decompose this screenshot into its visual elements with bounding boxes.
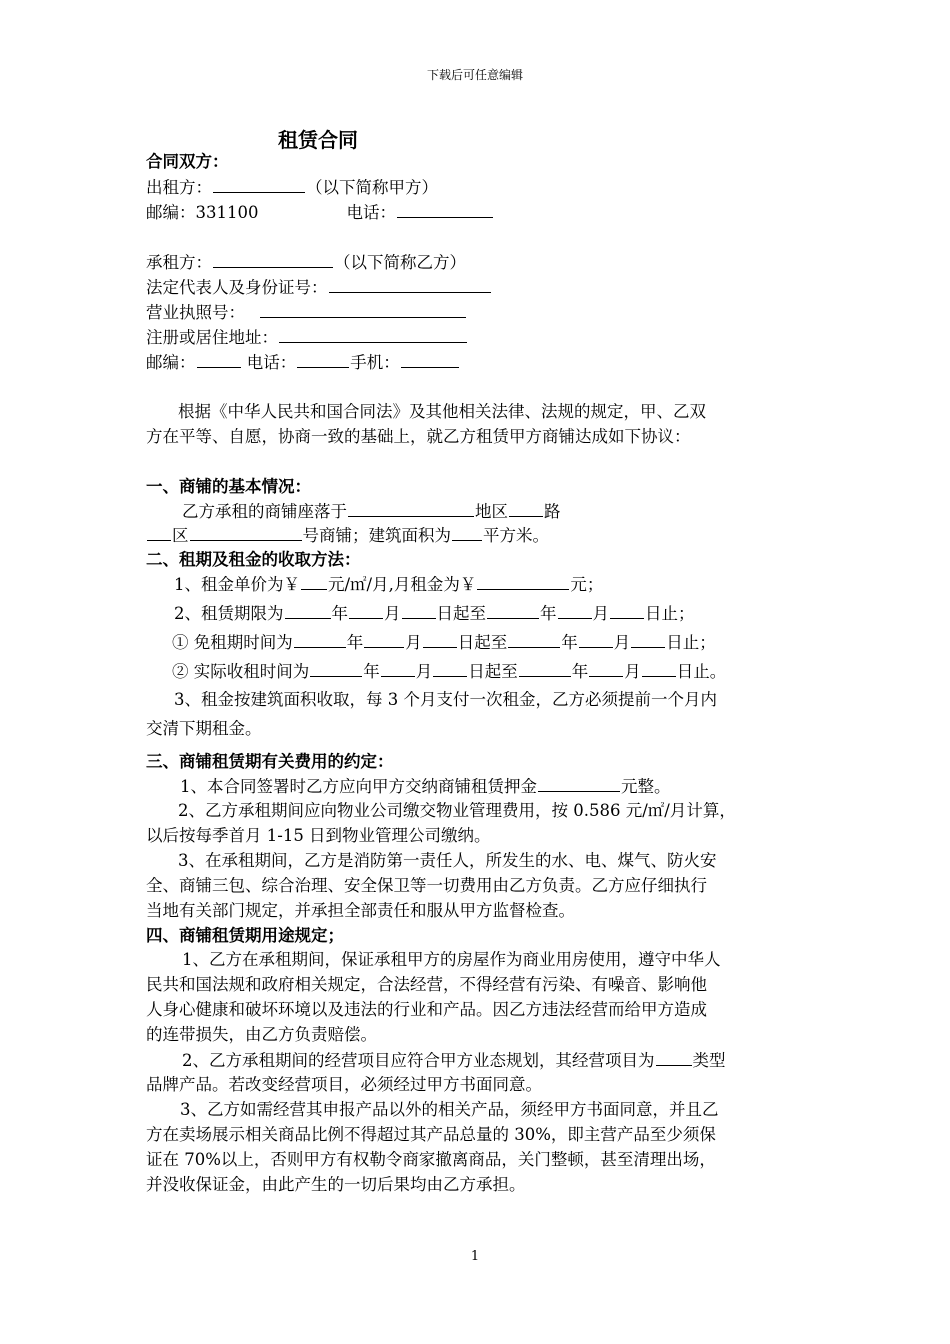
lessor-suffix: （以下简称甲方） bbox=[306, 178, 438, 197]
usage-p1-line-4: 的连带损失，由乙方负责赔偿。 bbox=[146, 1025, 377, 1044]
usage-p1-line-2: 民共和国法规和政府相关规定，合法经营，不得经营有污染、有噪音、影响他 bbox=[146, 975, 707, 994]
month-label: 月 bbox=[592, 604, 609, 623]
lease-term-line bbox=[174, 602, 695, 625]
zone-blank[interactable] bbox=[147, 524, 171, 541]
month-label: 月 bbox=[613, 633, 631, 652]
rent-yuan: 元； bbox=[570, 575, 604, 594]
lessor-contact-line bbox=[146, 201, 494, 224]
deposit-unit: 元整。 bbox=[621, 777, 671, 796]
year-label: 年 bbox=[561, 633, 578, 652]
deposit-line bbox=[180, 775, 671, 798]
deposit-label: 1、本合同签署时乙方应向甲方交纳商铺租赁押金 bbox=[180, 777, 537, 796]
road-label: 路 bbox=[544, 502, 561, 521]
year-label: 年 bbox=[331, 604, 348, 623]
section1-heading: 一、商铺的基本情况： bbox=[146, 477, 311, 496]
usage-p3-line-3: 证在 70%以上，否则甲方有权勒令商家撤离商品，关门整顿，甚至清理出场， bbox=[146, 1150, 716, 1169]
usage-p3-line-4: 并没收保证金，由此产生的一切后果均由乙方承担。 bbox=[146, 1175, 526, 1194]
lessor-postcode: 邮编：331100 bbox=[146, 203, 259, 222]
rent-line bbox=[174, 573, 603, 596]
lessor-label: 出租方： bbox=[146, 178, 212, 197]
section4-heading: 四、商铺租赁期用途规定； bbox=[146, 926, 344, 945]
license-label: 营业执照号： bbox=[146, 303, 245, 322]
business-type-blank[interactable] bbox=[656, 1049, 692, 1066]
day-from-label: 日起至 bbox=[436, 604, 486, 623]
date-blank[interactable] bbox=[433, 660, 467, 677]
area-blank[interactable] bbox=[452, 524, 482, 541]
month-label: 月 bbox=[405, 633, 422, 652]
intro-line-1: 根据《中华人民共和国合同法》及其他相关法律、法规的规定，甲、乙双 bbox=[178, 402, 706, 421]
lessee-line bbox=[146, 251, 466, 274]
day-from-label: 日起至 bbox=[457, 633, 508, 652]
lessor-phone-label: 电话： bbox=[346, 203, 396, 222]
usage-p3-line-2: 方在卖场展示相关商品比例不得超过其产品总量的 30%，即主营产品至少须保 bbox=[146, 1125, 716, 1144]
fire-safety-line-1: 3、在承租期间，乙方是消防第一责任人，所发生的水、电、煤气、防火安 bbox=[178, 851, 717, 870]
lessor-phone-blank[interactable] bbox=[397, 201, 493, 218]
date-blank[interactable] bbox=[381, 660, 415, 677]
date-blank[interactable] bbox=[423, 631, 457, 648]
business-type-label: 类型 bbox=[692, 1051, 726, 1070]
date-blank[interactable] bbox=[294, 631, 346, 648]
date-blank[interactable] bbox=[487, 602, 539, 619]
date-blank[interactable] bbox=[519, 660, 571, 677]
lessee-postcode-label: 邮编： bbox=[146, 353, 196, 372]
page-header: 下载后可任意编辑 bbox=[426, 68, 523, 82]
date-blank[interactable] bbox=[642, 660, 676, 677]
lessor-line bbox=[146, 176, 438, 199]
monthly-rent-label: 元/㎡/月,月租金为￥ bbox=[328, 575, 477, 594]
section1-location-line bbox=[182, 500, 561, 523]
month-label: 月 bbox=[384, 604, 401, 623]
zone-label: 区 bbox=[172, 526, 189, 545]
rent-unit-label: 1、租金单价为￥ bbox=[174, 575, 300, 594]
date-blank[interactable] bbox=[285, 602, 331, 619]
location-label: 乙方承租的商铺座落于 bbox=[182, 502, 347, 521]
payment-line-1: 3、租金按建筑面积收取，每 3 个月支付一次租金，乙方必须提前一个月内 bbox=[174, 690, 717, 709]
month-label: 月 bbox=[415, 662, 433, 681]
year-label: 年 bbox=[540, 604, 557, 623]
section2-heading: 二、租期及租金的收取方法： bbox=[146, 550, 361, 569]
intro-line-2: 方在平等、自愿，协商一致的基础上，就乙方租赁甲方商铺达成如下协议： bbox=[146, 427, 691, 446]
monthly-rent-blank[interactable] bbox=[477, 573, 569, 590]
lessee-contact-line bbox=[146, 351, 460, 374]
date-blank[interactable] bbox=[310, 660, 362, 677]
lessee-phone-label: 电话： bbox=[246, 353, 297, 372]
lessee-phone-blank[interactable] bbox=[297, 351, 349, 368]
lessee-mobile-label: 手机： bbox=[350, 353, 400, 372]
area-label: 号商铺；建筑面积为 bbox=[302, 526, 451, 545]
section1-area-line bbox=[146, 524, 549, 547]
date-blank[interactable] bbox=[349, 602, 383, 619]
address-blank[interactable] bbox=[279, 326, 467, 343]
location-blank[interactable] bbox=[348, 500, 474, 517]
lessee-postcode-blank[interactable] bbox=[197, 351, 241, 368]
actual-period-label: ② 实际收租时间为 bbox=[172, 662, 310, 681]
free-period-label: ① 免租期时间为 bbox=[172, 633, 293, 652]
legal-rep-blank[interactable] bbox=[329, 276, 491, 293]
address-line bbox=[146, 326, 468, 349]
mgmt-fee-line-1: 2、乙方承租期间应向物业公司缴交物业管理费用，按 0.586 元/㎡/月计算， bbox=[178, 801, 736, 820]
day-from-label: 日起至 bbox=[468, 662, 518, 681]
lessee-label: 承租方： bbox=[146, 253, 212, 272]
document-title: 租赁合同 bbox=[278, 128, 358, 152]
date-blank[interactable] bbox=[402, 602, 436, 619]
date-blank[interactable] bbox=[364, 631, 404, 648]
rent-unit-blank[interactable] bbox=[301, 573, 327, 590]
day-end-label: 日止。 bbox=[676, 662, 727, 681]
fire-safety-line-2: 全、商铺三包、综合治理、安全保卫等一切费用由乙方负责。乙方应仔细执行 bbox=[146, 876, 707, 895]
day-end-label: 日止； bbox=[645, 604, 695, 623]
section3-heading: 三、商铺租赁期有关费用的约定： bbox=[146, 752, 394, 771]
day-end-label: 日止； bbox=[666, 633, 716, 652]
date-blank[interactable] bbox=[610, 602, 644, 619]
lessee-mobile-blank[interactable] bbox=[401, 351, 459, 368]
usage-p1-line-1: 1、乙方在承租期间，保证承租甲方的房屋作为商业用房使用，遵守中华人 bbox=[182, 950, 721, 969]
parties-heading: 合同双方： bbox=[146, 152, 229, 171]
year-label: 年 bbox=[346, 633, 364, 652]
lease-term-label: 2、租赁期限为 bbox=[174, 604, 284, 623]
deposit-blank[interactable] bbox=[538, 775, 620, 792]
usage-p2-line-1 bbox=[182, 1049, 726, 1072]
year-label: 年 bbox=[363, 662, 380, 681]
lessee-name-blank[interactable] bbox=[213, 251, 333, 268]
date-blank[interactable] bbox=[558, 602, 592, 619]
district-label: 地区 bbox=[475, 502, 508, 521]
usage-p2-line-2: 品牌产品。若改变经营项目，必须经过甲方书面同意。 bbox=[146, 1075, 542, 1094]
legal-rep-label: 法定代表人及身份证号： bbox=[146, 278, 328, 297]
year-label: 年 bbox=[571, 662, 589, 681]
lessee-suffix: （以下简称乙方） bbox=[334, 253, 466, 272]
usage-p1-line-3: 人身心健康和破坏环境以及违法的行业和产品。因乙方违法经营而给甲方造成 bbox=[146, 1000, 707, 1019]
lessor-name-blank[interactable] bbox=[213, 176, 305, 193]
usage-p3-line-1: 3、乙方如需经营其申报产品以外的相关产品，须经甲方书面同意，并且乙 bbox=[180, 1100, 719, 1119]
area-unit: 平方米。 bbox=[483, 526, 549, 545]
mgmt-fee-line-2: 以后按每季首月 1-15 日到物业管理公司缴纳。 bbox=[146, 826, 491, 845]
actual-period-line bbox=[172, 660, 726, 683]
date-blank[interactable] bbox=[579, 631, 613, 648]
date-blank[interactable] bbox=[631, 631, 665, 648]
license-blank[interactable] bbox=[260, 301, 466, 318]
month-label: 月 bbox=[624, 662, 641, 681]
license-line bbox=[146, 301, 467, 324]
free-period-line bbox=[172, 631, 716, 654]
date-blank[interactable] bbox=[589, 660, 623, 677]
page-number: 1 bbox=[470, 1249, 480, 1264]
address-label: 注册或居住地址： bbox=[146, 328, 278, 347]
date-blank[interactable] bbox=[508, 631, 560, 648]
road-blank[interactable] bbox=[509, 500, 543, 517]
fire-safety-line-3: 当地有关部门规定，并承担全部责任和服从甲方监督检查。 bbox=[146, 901, 575, 920]
business-item-label: 2、乙方承租期间的经营项目应符合甲方业态规划，其经营项目为 bbox=[182, 1051, 655, 1070]
payment-line-2: 交清下期租金。 bbox=[146, 719, 262, 738]
legal-rep-line bbox=[146, 276, 492, 299]
shop-number-blank[interactable] bbox=[190, 524, 302, 541]
